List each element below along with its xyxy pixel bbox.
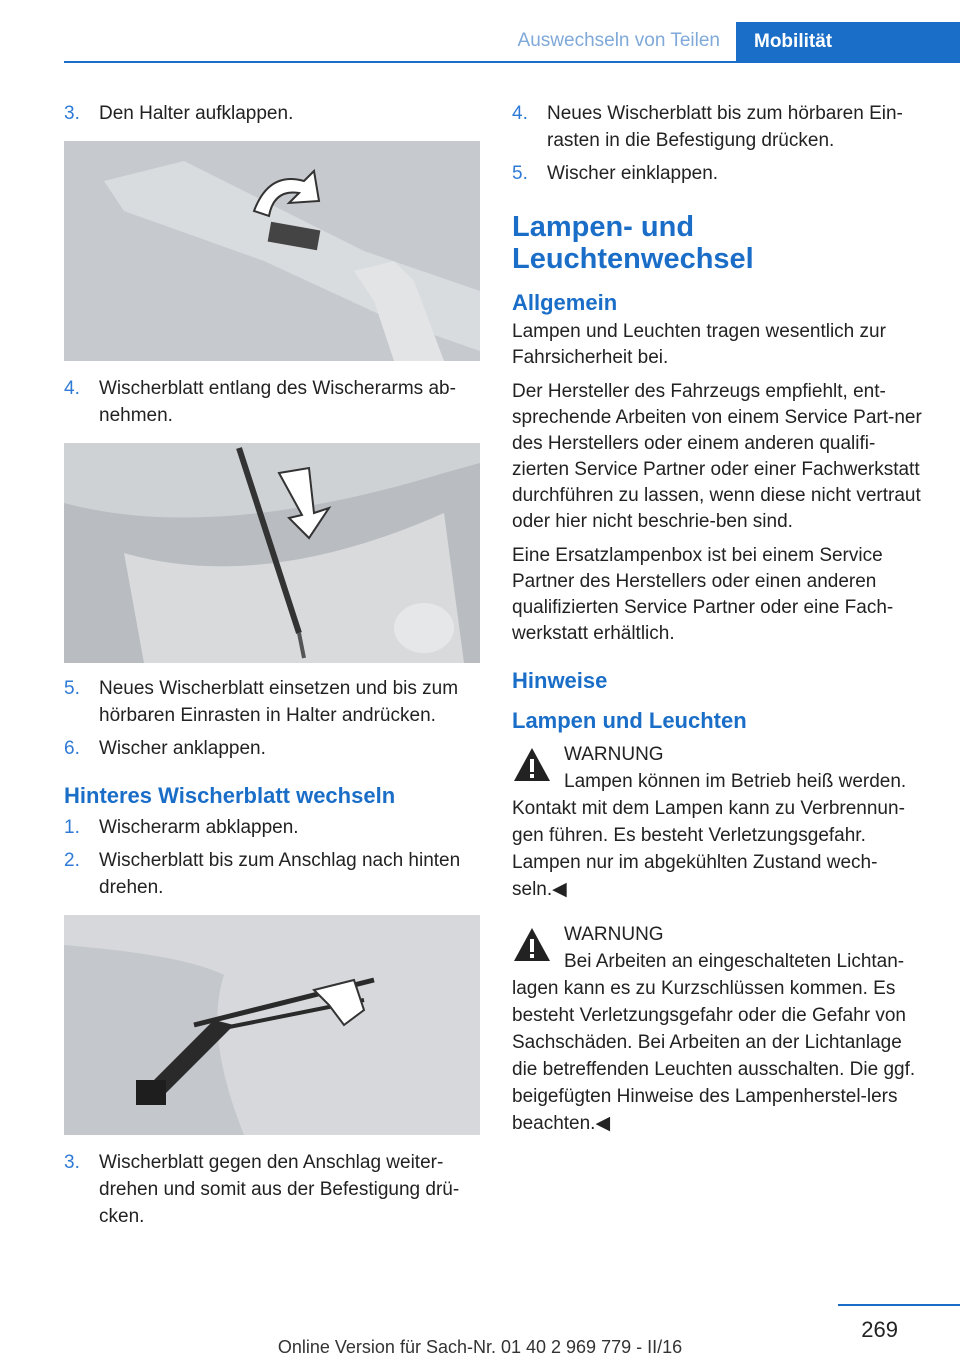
illustration-rear-wiper	[64, 915, 480, 1135]
step-item	[64, 814, 482, 841]
warning-label: WARNUNG	[564, 744, 664, 765]
step-text: Neues Wischerblatt bis zum hörbaren Ein‐rasten in die Befestigung drücken.	[547, 103, 903, 151]
footer-version: Online Version für Sach-Nr. 01 40 2 969 779 - II/16	[277, 1337, 683, 1357]
paragraph: Der Hersteller des Fahrzeugs empfiehlt, ent‐sprechende Arbeiten von einem Service Part‐ner des Herstellers oder einem anderen qualifi‐zierten Service Partner oder einer Fachwerkstatt durchführen zu lassen, wenn diese nicht vertraut oder hier nicht beschrie‐ben sind.	[512, 381, 922, 532]
warning-label: WARNUNG	[564, 924, 664, 945]
paragraph: Lampen und Leuchten tragen wesentlich zur Fahrsicherheit bei.	[512, 321, 886, 368]
step-item	[64, 375, 482, 429]
step-text: Wischerblatt bis zum Anschlag nach hinten drehen.	[99, 850, 461, 898]
step-text: Wischer einklappen.	[547, 163, 719, 184]
warning-text: Kontakt mit dem Lampen kann zu Verbrennun‐gen führen. Es besteht Verletzungsgefahr. Lampen nur im abgekühlten Zustand wech‐seln.◀	[512, 798, 905, 900]
step-text: Neues Wischerblatt einsetzen und bis zum hörbaren Einrasten in Halter andrücken.	[99, 678, 459, 726]
warning-first-line: Bei Arbeiten an eingeschalteten Lichtan‐	[564, 951, 905, 972]
step-item	[512, 160, 930, 187]
warning-first-line: Lampen können im Betrieb heiß werden.	[564, 771, 907, 792]
warning-box	[512, 741, 930, 903]
step-number: 5.	[64, 678, 80, 699]
warning-box	[512, 921, 930, 1137]
right-column	[512, 100, 930, 1137]
step-item	[64, 1149, 482, 1230]
step-number: 3.	[64, 103, 80, 124]
left-column	[64, 100, 482, 1236]
subheading-allgemein: Allgemein	[512, 290, 618, 315]
illustration-wiper-removal	[64, 443, 480, 663]
warning-icon	[512, 745, 552, 785]
subheading-lampen: Lampen und Leuchten	[512, 708, 747, 733]
steps-list	[64, 675, 482, 762]
paragraph: Eine Ersatzlampenbox ist bei einem Service Partner des Herstellers oder einen anderen qualifizierten Service Partner oder eine Fach‐werkstatt erhältlich.	[512, 545, 894, 644]
step-number: 3.	[64, 1152, 80, 1173]
step-number: 2.	[64, 850, 80, 871]
step-item	[64, 847, 482, 901]
step-text: Wischerarm abklappen.	[99, 817, 299, 838]
step-number: 6.	[64, 738, 80, 759]
header-rule	[64, 61, 960, 63]
step-number: 4.	[512, 103, 528, 124]
chapter-title: Lampen- und Leuchtenwechsel	[512, 211, 754, 275]
step-number: 4.	[64, 378, 80, 399]
step-number: 1.	[64, 817, 80, 838]
step-item	[512, 100, 930, 154]
step-text: Wischerblatt entlang des Wischerarms ab‐nehmen.	[99, 378, 456, 426]
step-item	[64, 100, 482, 127]
footer-rule	[838, 1304, 960, 1306]
header-section-title: Auswechseln von Teilen	[517, 30, 720, 51]
step-number: 5.	[512, 163, 528, 184]
illustration-wiper-holder	[64, 141, 480, 361]
warning-text: lagen kann es zu Kurzschlüssen kommen. Es besteht Verletzungsgefahr oder die Gefahr von Sachschäden. Bei Arbeiten an der Lichtanlage die betreffenden Leuchten ausschalten. Die ggf. beigefügten Hinweise des Lampenherstel‐lers beachten.◀	[512, 978, 916, 1134]
step-text: Den Halter aufklappen.	[99, 103, 294, 124]
section-heading: Hinteres Wischerblatt wechseln	[64, 783, 396, 808]
page-number: 269	[861, 1317, 898, 1342]
step-text: Wischer anklappen.	[99, 738, 266, 759]
step-text: Wischerblatt gegen den Anschlag weiter‐drehen und somit aus der Befestigung drü‐cken.	[99, 1152, 460, 1227]
subheading-hinweise: Hinweise	[512, 668, 608, 693]
header-chapter-tab: Mobilität	[736, 22, 960, 63]
step-item	[64, 675, 482, 729]
warning-icon	[512, 925, 552, 965]
step-item	[64, 735, 482, 762]
